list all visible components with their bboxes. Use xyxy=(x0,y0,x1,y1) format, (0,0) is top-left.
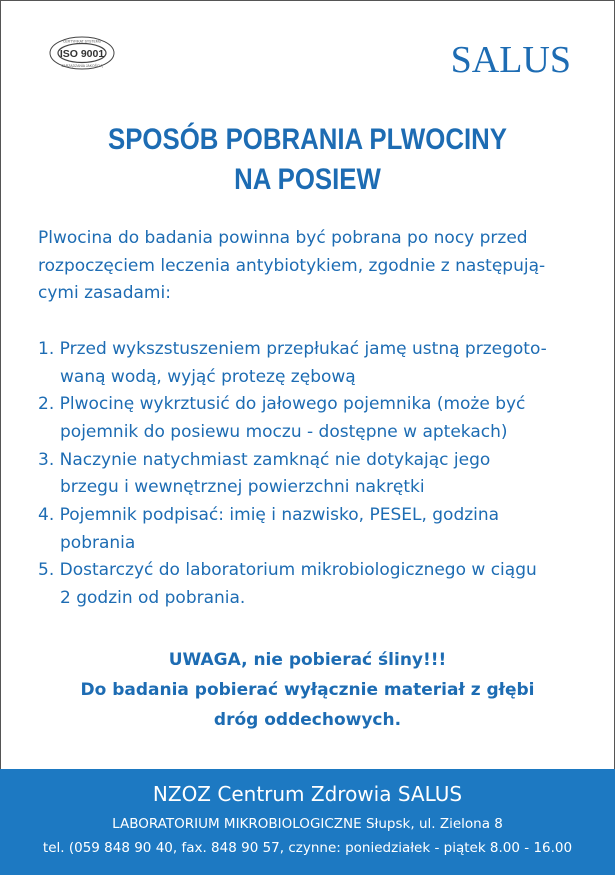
footer-contact: tel. (059 848 90 40, fax. 848 90 57, czynne: poniedziałek - piątek 8.00 - 16.00 xyxy=(42,840,573,856)
iso-ring-top: CERTYFIKAT SYSTEMU xyxy=(62,39,102,44)
step-text-cont: waną wodą, wyjąć protezę zębową xyxy=(60,366,356,387)
step-text-cont: pojemnik do posiewu moczu - dostępne w aptekach) xyxy=(60,421,508,442)
step-text: 1. Przed wykszstuszeniem przepłukać jamę ustną przegoto- xyxy=(38,338,547,359)
footer-clinic-name: NZOZ Centrum Zdrowia SALUS xyxy=(152,782,463,806)
step-text-cont: pobrania xyxy=(60,532,136,553)
title-line-1: SPOSÓB POBRANIA PLWOCINY xyxy=(108,123,507,156)
instructions xyxy=(38,225,583,613)
intro-paragraph xyxy=(38,225,583,308)
step-text: 5. Dostarczyć do laboratorium mikrobiologicznego w ciągu xyxy=(38,560,537,581)
logo-text: SALUS xyxy=(450,39,571,81)
footer-lab-address: LABORATORIUM MIKROBIOLOGICZNE Słupsk, ul. Zielona 8 xyxy=(112,816,503,832)
intro-line: cymi zasadami: xyxy=(38,283,171,304)
warning-block xyxy=(0,645,615,735)
step-text: 4. Pojemnik podpisać: imię i nazwisko, PESEL, godzina xyxy=(38,505,500,526)
iso-9001-badge xyxy=(49,36,115,70)
step-item xyxy=(38,502,583,557)
steps-list xyxy=(38,336,583,613)
warning-line: Do badania pobierać wyłącznie materiał z głębi xyxy=(80,680,535,700)
iso-badge-label: ISO 9001 xyxy=(59,48,105,60)
step-item xyxy=(38,447,583,502)
step-text: 3. Naczynie natychmiast zamknąć nie dotykając jego xyxy=(38,449,491,470)
step-item xyxy=(38,557,583,612)
step-text-cont: 2 godzin od pobrania. xyxy=(60,588,246,609)
title-line-2: NA POSIEW xyxy=(234,163,381,196)
step-item xyxy=(38,336,583,391)
intro-line: Plwocina do badania powinna być pobrana po nocy przed xyxy=(38,228,528,248)
intro-line: rozpoczęciem leczenia antybiotykiem, zgodnie z następują- xyxy=(38,255,546,276)
warning-line: UWAGA, nie pobierać śliny!!! xyxy=(168,650,447,670)
step-text-cont: brzegu i wewnętrznej powierzchni nakrętki xyxy=(60,477,425,498)
warning-line: dróg oddechowych. xyxy=(213,710,402,730)
footer xyxy=(0,769,615,875)
salus-logo xyxy=(451,40,571,80)
iso-ring-bottom: ZARZĄDZANIA JAKOŚCIĄ xyxy=(61,64,103,68)
step-text: 2. Plwocinę wykrztusić do jałowego pojemnika (może być xyxy=(38,394,526,415)
page-title xyxy=(43,120,572,200)
step-item xyxy=(38,391,583,446)
